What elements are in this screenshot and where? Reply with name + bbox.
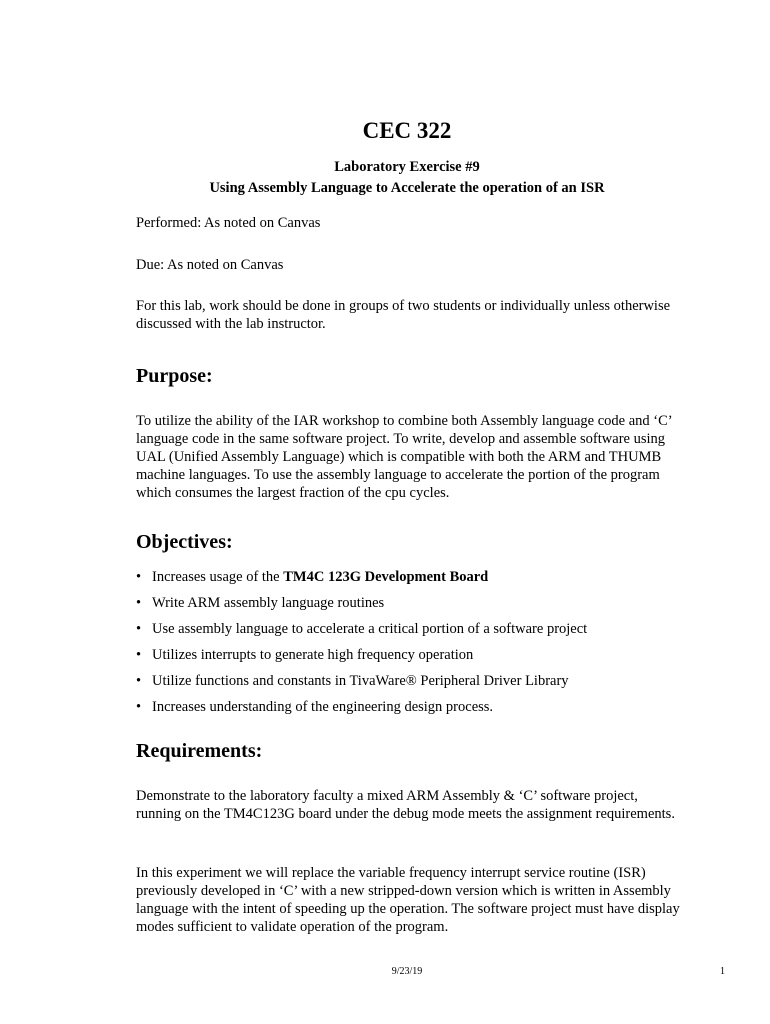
requirements-heading: Requirements: [136,740,263,762]
bullet-icon: • [136,569,142,585]
performed-line: Performed: As noted on Canvas [136,215,321,231]
document-title: CEC 322 [362,118,452,143]
objectives-heading: Objectives: [136,531,233,553]
objective-item [136,568,696,594]
objectives-list [136,568,696,724]
bullet-icon: • [136,673,142,689]
bullet-icon: • [136,647,142,663]
requirements-paragraph-1: Demonstrate to the laboratory faculty a mixed ARM Assembly & ‘C’ software project, running on the TM4C123G board under the debug mode meets the assignment requirements. [136,788,675,822]
due-line: Due: As noted on Canvas [136,257,284,273]
bullet-icon: • [136,699,142,715]
objective-text: Utilizes interrupts to generate high frequency operation [152,647,474,663]
objective-item [136,646,696,672]
purpose-heading: Purpose: [136,365,213,387]
bullet-icon: • [136,621,142,637]
requirements-paragraph-2: In this experiment we will replace the variable frequency interrupt service routine (ISR) previously developed in ‘C’ with a new stripped-down version which is written in Assembly language with the intent of speeding up the operation. The software project must have display modes sufficient to validate operation of the program. [136,865,680,935]
page-number: 1 [720,966,725,977]
group-note: For this lab, work should be done in groups of two students or individually unless otherwise discussed with the lab instructor. [136,298,671,332]
objective-text: Use assembly language to accelerate a critical portion of a software project [152,621,588,637]
footer-date: 9/23/19 [391,966,423,977]
objective-item [136,672,696,698]
lab-exercise-number: Laboratory Exercise #9 [334,159,480,175]
objective-board-name: TM4C 123G Development Board [283,569,489,585]
bullet-icon: • [136,595,142,611]
objective-text: Increases understanding of the engineering design process. [152,699,494,715]
objective-text: Write ARM assembly language routines [152,595,385,611]
purpose-text: To utilize the ability of the IAR workshop to combine both Assembly language code and ‘C’ language code in the same software project. To write, develop and assemble software using UAL (Unified Assembly Language) which is compatible with both the ARM and THUMB machine languages. To use the assembly language to accelerate the portion of the program which consumes the largest fraction of the cpu cycles. [136,413,672,501]
lab-exercise-title: Using Assembly Language to Accelerate the operation of an ISR [209,180,605,196]
objective-item [136,620,696,646]
objective-text: Utilize functions and constants in TivaWare® Peripheral Driver Library [152,673,569,689]
objective-item [136,594,696,620]
objective-text: Increases usage of the [152,569,284,585]
objective-item [136,698,696,724]
